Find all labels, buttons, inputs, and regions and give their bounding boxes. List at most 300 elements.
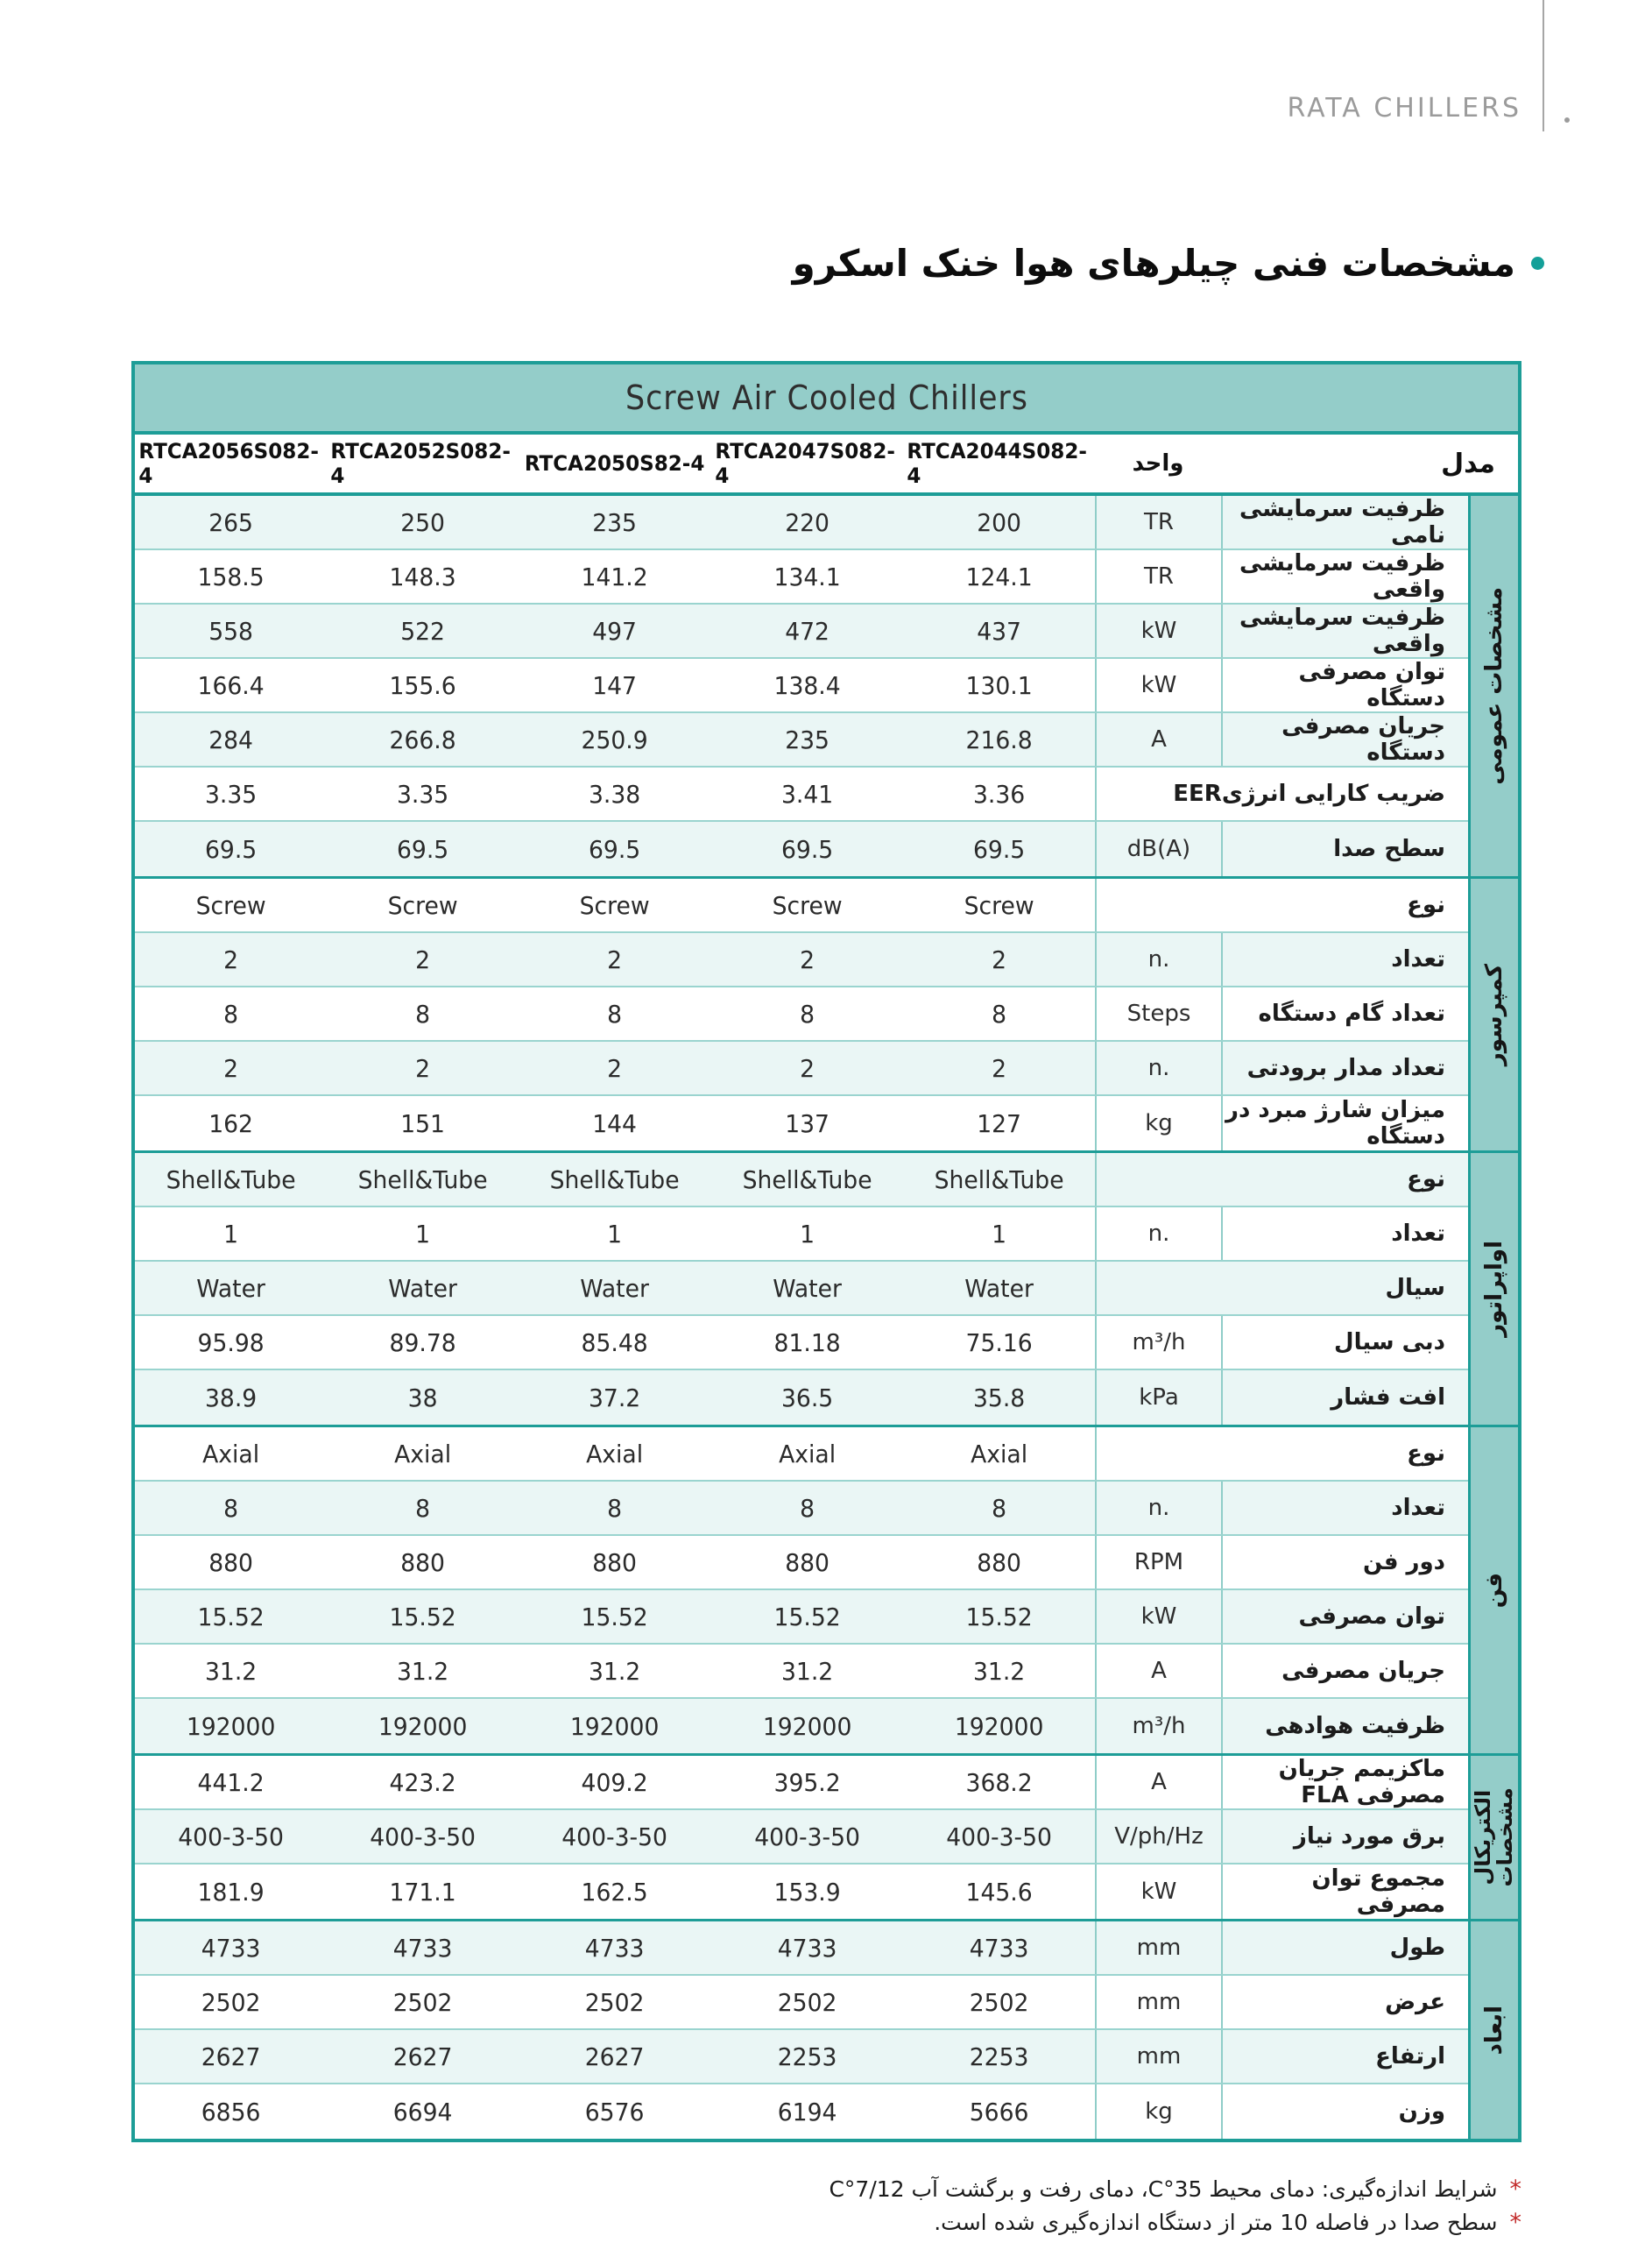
value-cells (135, 1042, 1095, 1094)
footnote-text: سطح صدا در فاصله 10 متر از دستگاه اندازه‌گیری شده است. (934, 2210, 1498, 2235)
asterisk-icon: * (1509, 2209, 1521, 2236)
value-cells (135, 1756, 1095, 1808)
spec-value-cell: 3.36 (972, 779, 1026, 809)
spec-value-cell: 31.2 (397, 1656, 449, 1686)
value-cells (135, 933, 1095, 986)
value-cells (135, 879, 1095, 931)
unit-cell: kPa (1095, 1370, 1221, 1425)
value-cells (135, 1370, 1095, 1425)
spec-value-cell: Axial (202, 1439, 260, 1468)
spec-value-cell: 151 (400, 1108, 446, 1138)
section-strip-cell (1471, 879, 1518, 1153)
spec-value-cell: 3.35 (204, 779, 258, 809)
spec-value-cell: 2502 (392, 1987, 453, 2017)
spec-table (131, 361, 1521, 2142)
table-row (135, 1482, 1468, 1536)
spec-value-cell: 8 (799, 1493, 815, 1523)
table-row (135, 713, 1468, 768)
spec-label: ظرفیت هوادهی (1221, 1699, 1468, 1753)
spec-value-cell: 38 (407, 1383, 438, 1412)
spec-label: تعداد گام دستگاه (1221, 987, 1468, 1040)
unit-column-header: واحد (1132, 450, 1184, 477)
spec-value-cell: 69.5 (397, 834, 449, 864)
spec-value-cell: 192000 (954, 1711, 1044, 1741)
model-header: RTCA2056S082-4 (138, 439, 319, 488)
spec-label: افت فشار (1221, 1370, 1468, 1425)
spec-value-cell: 1 (415, 1219, 431, 1249)
model-column-header: مدل (1441, 448, 1495, 479)
table-row (135, 1262, 1468, 1316)
spec-value-cell: 437 (977, 616, 1021, 646)
spec-value-cell: 3.41 (780, 779, 833, 809)
spec-value-cell: 153.9 (773, 1877, 841, 1907)
section-label: کمپرسور (1481, 963, 1507, 1066)
spec-value-cell: Water (388, 1273, 458, 1303)
spec-value-cell: 216.8 (965, 725, 1033, 754)
spec-value-cell: 558 (208, 616, 253, 646)
spec-value-cell: Shell&Tube (357, 1164, 488, 1194)
spec-value-cell: 2627 (392, 2041, 453, 2071)
spec-value-cell: Shell&Tube (934, 1164, 1064, 1194)
spec-value-cell: 880 (208, 1547, 253, 1577)
spec-label: دور فن (1221, 1536, 1468, 1588)
section-strip-cell (1471, 1756, 1518, 1921)
value-cells (135, 1590, 1095, 1643)
spec-value-cell: 81.18 (773, 1327, 841, 1357)
spec-value-cell: 2 (991, 1053, 1006, 1083)
spec-label: میزان شارژ مبرد در دستگاه (1221, 1096, 1468, 1150)
spec-value-cell: 8 (223, 999, 239, 1029)
spec-label: ظرفیت سرمایشی واقعی (1221, 605, 1468, 657)
brand-text: RATA CHILLERS (1287, 93, 1521, 124)
spec-value-cell: 880 (784, 1547, 830, 1577)
unit-cell: kW (1095, 659, 1221, 711)
spec-label: عرض (1221, 1976, 1468, 2028)
spec-value-cell: 31.2 (972, 1656, 1026, 1686)
table-row (135, 1536, 1468, 1590)
spec-value-cell: 69.5 (589, 834, 641, 864)
unit-cell: n. (1095, 1482, 1221, 1534)
spec-label: ظرفیت سرمایشی نامی (1221, 496, 1468, 548)
spec-value-cell: Screw (195, 890, 266, 920)
sections-column (135, 496, 1468, 2139)
value-cells (135, 1976, 1095, 2028)
value-cells (135, 768, 1095, 820)
spec-value-cell: 409.2 (581, 1767, 649, 1797)
section-label: مشخصات الکتریکال (1471, 1787, 1517, 1887)
spec-value-cell: 69.5 (780, 834, 833, 864)
spec-label: ظرفیت سرمایشی واقعی (1221, 550, 1468, 603)
spec-value-cell: 8 (223, 1493, 239, 1523)
table-row (135, 1645, 1468, 1699)
unit-cell: RPM (1095, 1536, 1221, 1588)
section-block (135, 1756, 1468, 1921)
unit-cell: m³/h (1095, 1699, 1221, 1753)
unit-cell: n. (1095, 933, 1221, 986)
spec-value-cell: 265 (208, 507, 253, 537)
table-row (135, 1096, 1468, 1150)
spec-label: ماکزیمم جریان مصرفی FLA (1221, 1756, 1468, 1808)
table-row (135, 879, 1468, 933)
spec-value-cell: 2 (991, 945, 1006, 974)
spec-value-cell: 192000 (570, 1711, 660, 1741)
section-block (135, 496, 1468, 879)
header-vertical-rule (1543, 0, 1544, 131)
page-title-row (793, 242, 1544, 285)
spec-value-cell: 2502 (777, 1987, 837, 2017)
spec-value-cell: 8 (415, 999, 431, 1029)
spec-label: دبی سیال (1221, 1316, 1468, 1369)
spec-value-cell: 1 (991, 1219, 1006, 1249)
spec-value-cell: 880 (400, 1547, 446, 1577)
table-row (135, 1042, 1468, 1096)
spec-label: سطح صدا (1221, 822, 1468, 876)
section-block (135, 879, 1468, 1153)
spec-value-cell: 1 (607, 1219, 623, 1249)
value-cells (135, 1699, 1095, 1753)
spec-value-cell: 400-3-50 (178, 1822, 284, 1851)
value-cells (135, 1153, 1095, 1206)
unit-cell: Steps (1095, 987, 1221, 1040)
table-row (135, 1370, 1468, 1425)
spec-value-cell: 31.2 (204, 1656, 258, 1686)
unit-cell: mm (1095, 1921, 1221, 1974)
spec-value-cell: 37.2 (589, 1383, 641, 1412)
bullet-icon (1531, 257, 1544, 270)
spec-value-cell: 134.1 (773, 562, 841, 591)
spec-value-cell: 138.4 (773, 670, 841, 700)
spec-value-cell: 4733 (777, 1933, 837, 1963)
spec-value-cell: 2502 (201, 1987, 261, 2017)
spec-value-cell: 181.9 (197, 1877, 265, 1907)
unit-cell: kg (1095, 1096, 1221, 1150)
spec-value-cell: 284 (208, 725, 253, 754)
spec-value-cell: 2627 (201, 2041, 261, 2071)
spec-label: طول (1221, 1921, 1468, 1974)
model-header-cells (135, 435, 1095, 492)
spec-value-cell: 423.2 (389, 1767, 456, 1797)
value-cells (135, 496, 1095, 548)
table-row (135, 1427, 1468, 1482)
value-cells (135, 987, 1095, 1040)
spec-value-cell: 141.2 (581, 562, 649, 591)
unit-cell: kW (1095, 605, 1221, 657)
model-header: RTCA2052S082-4 (330, 439, 512, 488)
spec-value-cell: 8 (607, 999, 623, 1029)
spec-value-cell: 400-3-50 (370, 1822, 477, 1851)
unit-cell: m³/h (1095, 1316, 1221, 1369)
spec-value-cell: 15.52 (581, 1602, 649, 1631)
spec-value-cell: Shell&Tube (166, 1164, 296, 1194)
spec-value-cell: 192000 (378, 1711, 468, 1741)
value-cells (135, 1921, 1095, 1974)
spec-value-cell: Water (772, 1273, 842, 1303)
spec-label: مجموع توان مصرفی (1221, 1864, 1468, 1919)
spec-label: نوع (1095, 1153, 1468, 1206)
section-strip-cell (1471, 1153, 1518, 1427)
model-header-row (135, 435, 1518, 496)
spec-value-cell: 89.78 (389, 1327, 456, 1357)
section-label: اواپراتور (1481, 1241, 1507, 1337)
spec-value-cell: 162 (208, 1108, 253, 1138)
unit-cell: V/ph/Hz (1095, 1810, 1221, 1863)
spec-value-cell: Water (964, 1273, 1034, 1303)
spec-value-cell: 395.2 (773, 1767, 841, 1797)
spec-value-cell: 148.3 (389, 562, 456, 591)
spec-value-cell: 5666 (969, 2097, 1029, 2126)
spec-label: نوع (1095, 1427, 1468, 1480)
value-cells (135, 605, 1095, 657)
value-cells (135, 1096, 1095, 1150)
spec-value-cell: 144 (592, 1108, 638, 1138)
value-cells (135, 1864, 1095, 1919)
table-row (135, 2084, 1468, 2139)
asterisk-icon: * (1509, 2176, 1521, 2203)
table-header-band (135, 364, 1518, 435)
spec-value-cell: 158.5 (197, 562, 265, 591)
page-title: مشخصات فنی چیلرهای هوا خنک اسکرو (792, 242, 1515, 285)
table-row (135, 1756, 1468, 1810)
table-row (135, 822, 1468, 876)
spec-value-cell: Screw (772, 890, 843, 920)
spec-value-cell: 266.8 (389, 725, 456, 754)
spec-value-cell: 2502 (969, 1987, 1029, 2017)
spec-value-cell: 15.52 (197, 1602, 265, 1631)
table-row (135, 1921, 1468, 1976)
spec-value-cell: 368.2 (965, 1767, 1033, 1797)
spec-value-cell: 4733 (585, 1933, 645, 1963)
spec-label: وزن (1221, 2084, 1468, 2139)
value-cells (135, 2084, 1095, 2139)
spec-value-cell: 130.1 (965, 670, 1033, 700)
table-row (135, 550, 1468, 605)
unit-cell: mm (1095, 2030, 1221, 2083)
spec-value-cell: 2627 (585, 2041, 645, 2071)
unit-cell: A (1095, 1756, 1221, 1808)
spec-value-cell: 38.9 (204, 1383, 258, 1412)
spec-value-cell: 3.35 (397, 779, 449, 809)
unit-cell: n. (1095, 1042, 1221, 1094)
spec-label: نوع (1095, 879, 1468, 931)
spec-value-cell: 8 (607, 1493, 623, 1523)
spec-value-cell: Screw (964, 890, 1034, 920)
value-cells (135, 1810, 1095, 1863)
table-row (135, 605, 1468, 659)
unit-cell: kW (1095, 1590, 1221, 1643)
spec-value-cell: 2 (607, 945, 623, 974)
spec-value-cell: Axial (778, 1439, 836, 1468)
value-cells (135, 1427, 1095, 1480)
model-header: RTCA2047S082-4 (714, 439, 895, 488)
spec-value-cell: 145.6 (965, 1877, 1033, 1907)
spec-value-cell: 8 (991, 999, 1006, 1029)
spec-label: ضریب کارایی انرژیEER (1095, 768, 1468, 820)
spec-value-cell: 36.5 (780, 1383, 833, 1412)
table-row (135, 496, 1468, 550)
spec-value-cell: 31.2 (589, 1656, 641, 1686)
footnotes (733, 2173, 1521, 2239)
value-cells (135, 659, 1095, 711)
spec-value-cell: 192000 (762, 1711, 851, 1741)
spec-value-cell: 2253 (969, 2041, 1029, 2071)
spec-value-cell: 15.52 (389, 1602, 456, 1631)
spec-label: تعداد (1221, 933, 1468, 986)
spec-value-cell: 69.5 (972, 834, 1026, 864)
table-row (135, 1864, 1468, 1919)
table-header-title: Screw Air Cooled Chillers (625, 379, 1028, 417)
unit-cell: kg (1095, 2084, 1221, 2139)
table-row (135, 768, 1468, 822)
table-row (135, 1590, 1468, 1645)
spec-value-cell: Screw (580, 890, 651, 920)
value-cells (135, 1262, 1095, 1314)
footnote-line (733, 2206, 1521, 2239)
spec-value-cell: Axial (970, 1439, 1027, 1468)
value-cells (135, 1207, 1095, 1260)
spec-value-cell: 1 (799, 1219, 815, 1249)
spec-label: تعداد (1221, 1482, 1468, 1534)
spec-value-cell: 95.98 (197, 1327, 265, 1357)
spec-value-cell: 15.52 (965, 1602, 1033, 1631)
spec-value-cell: 31.2 (780, 1656, 833, 1686)
unit-cell: A (1095, 1645, 1221, 1697)
spec-value-cell: 155.6 (389, 670, 456, 700)
unit-cell: n. (1095, 1207, 1221, 1260)
table-row (135, 1976, 1468, 2030)
model-header: RTCA2044S082-4 (907, 439, 1087, 488)
value-cells (135, 1316, 1095, 1369)
spec-value-cell: 472 (784, 616, 830, 646)
unit-cell: kW (1095, 1864, 1221, 1919)
table-row (135, 933, 1468, 987)
spec-label: تعداد (1221, 1207, 1468, 1260)
spec-value-cell: Screw (387, 890, 458, 920)
spec-value-cell: 147 (592, 670, 638, 700)
model-header: RTCA2050S82-4 (525, 451, 705, 476)
spec-value-cell: 8 (415, 1493, 431, 1523)
section-strip-cell (1471, 1427, 1518, 1756)
section-strip (1468, 496, 1518, 2139)
spec-value-cell: 166.4 (197, 670, 265, 700)
spec-value-cell: Water (196, 1273, 265, 1303)
table-row (135, 987, 1468, 1042)
spec-value-cell: 6856 (201, 2097, 261, 2126)
spec-value-cell: 162.5 (581, 1877, 649, 1907)
spec-label: توان مصرفی (1221, 1590, 1468, 1643)
value-cells (135, 1536, 1095, 1588)
section-strip-cell (1471, 496, 1518, 879)
footnote-line (733, 2173, 1521, 2206)
spec-value-cell: 85.48 (581, 1327, 649, 1357)
header-dot (1564, 117, 1570, 123)
section-block (135, 1153, 1468, 1427)
table-row (135, 1810, 1468, 1864)
spec-value-cell: 6194 (777, 2097, 837, 2126)
spec-value-cell: 2253 (777, 2041, 837, 2071)
spec-value-cell: 69.5 (204, 834, 258, 864)
spec-value-cell: 6694 (392, 2097, 453, 2126)
spec-value-cell: 2 (415, 1053, 431, 1083)
section-block (135, 1921, 1468, 2139)
spec-value-cell: 192000 (186, 1711, 276, 1741)
section-block (135, 1427, 1468, 1756)
unit-cell: A (1095, 713, 1221, 766)
spec-value-cell: 6576 (585, 2097, 645, 2126)
spec-value-cell: 522 (400, 616, 446, 646)
spec-value-cell: 497 (592, 616, 638, 646)
spec-label: توان مصرفی دستگاه (1221, 659, 1468, 711)
spec-value-cell: 2 (415, 945, 431, 974)
section-strip-cell (1471, 1921, 1518, 2139)
section-label: مشخصات عمومی (1481, 587, 1507, 785)
footnote-text: شرایط اندازه‌گیری: دمای محیط 35°C، دمای رفت و برگشت آب 7/12°C (829, 2176, 1498, 2202)
value-cells (135, 713, 1095, 766)
spec-value-cell: 2 (799, 1053, 815, 1083)
spec-value-cell: 2 (223, 945, 239, 974)
section-label: فن (1481, 1572, 1507, 1609)
value-cells (135, 550, 1095, 603)
spec-value-cell: 127 (977, 1108, 1021, 1138)
spec-label: جریان مصرفی دستگاه (1221, 713, 1468, 766)
spec-value-cell: 8 (991, 1493, 1006, 1523)
spec-value-cell: 171.1 (389, 1877, 456, 1907)
spec-value-cell: 220 (784, 507, 830, 537)
spec-label: تعداد مدار برودتی (1221, 1042, 1468, 1094)
spec-value-cell: 400-3-50 (753, 1822, 860, 1851)
table-row (135, 1699, 1468, 1753)
spec-value-cell: 200 (977, 507, 1021, 537)
spec-value-cell: 400-3-50 (561, 1822, 668, 1851)
spec-value-cell: 2 (799, 945, 815, 974)
spec-value-cell: 8 (799, 999, 815, 1029)
value-cells (135, 2030, 1095, 2083)
spec-label: ارتفاع (1221, 2030, 1468, 2083)
unit-cell: TR (1095, 496, 1221, 548)
spec-value-cell: Axial (586, 1439, 644, 1468)
spec-value-cell: Shell&Tube (550, 1164, 680, 1194)
unit-cell: TR (1095, 550, 1221, 603)
spec-value-cell: Shell&Tube (742, 1164, 872, 1194)
spec-value-cell: 235 (784, 725, 830, 754)
spec-value-cell: 2502 (585, 1987, 645, 2017)
spec-value-cell: Water (580, 1273, 650, 1303)
spec-value-cell: 4733 (969, 1933, 1029, 1963)
spec-value-cell: 35.8 (972, 1383, 1026, 1412)
spec-label: جریان مصرفی (1221, 1645, 1468, 1697)
spec-label: برق مورد نیاز (1221, 1810, 1468, 1863)
spec-value-cell: 880 (977, 1547, 1021, 1577)
spec-value-cell: 1 (223, 1219, 239, 1249)
value-cells (135, 1482, 1095, 1534)
spec-value-cell: 124.1 (965, 562, 1033, 591)
table-row (135, 2030, 1468, 2084)
spec-value-cell: 4733 (201, 1933, 261, 1963)
spec-value-cell: 3.38 (589, 779, 641, 809)
spec-value-cell: 75.16 (965, 1327, 1033, 1357)
section-label: ابعاد (1481, 2005, 1507, 2055)
spec-value-cell: Axial (394, 1439, 452, 1468)
spec-value-cell: 4733 (392, 1933, 453, 1963)
spec-value-cell: 441.2 (197, 1767, 265, 1797)
table-body (135, 496, 1518, 2139)
spec-value-cell: 250.9 (581, 725, 649, 754)
spec-value-cell: 137 (784, 1108, 830, 1138)
table-row (135, 1316, 1468, 1370)
spec-value-cell: 880 (592, 1547, 638, 1577)
spec-value-cell: 2 (607, 1053, 623, 1083)
spec-value-cell: 250 (400, 507, 446, 537)
value-cells (135, 1645, 1095, 1697)
